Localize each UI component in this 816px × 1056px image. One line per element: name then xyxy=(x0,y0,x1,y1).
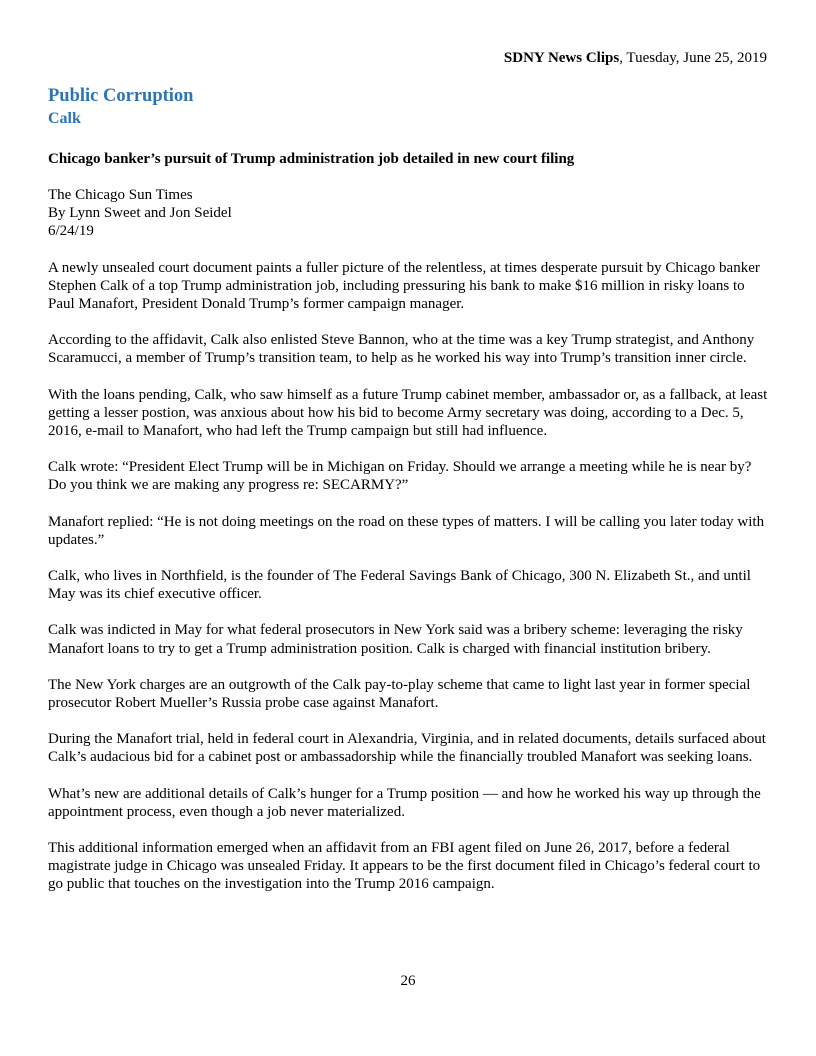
article-paragraph: Manafort replied: “He is not doing meetings on the road on these types of matters. I will be calling you later today with updates.” xyxy=(48,513,765,548)
section-title: Public Corruption xyxy=(48,86,194,106)
article-date: 6/24/19 xyxy=(48,223,94,240)
article-paragraph: What’s new are additional details of Calk’s hunger for a Trump position — and how he worked his way up through the appointment process, even though a job never materialized. xyxy=(48,785,761,820)
article-paragraph: Calk was indicted in May for what federal prosecutors in New York said was a bribery scheme: leveraging the risky Manafort loans to try to get a Trump administration position. Calk is charged with financial institution bribery. xyxy=(48,622,743,657)
article-paragraph: A newly unsealed court document paints a fuller picture of the relentless, at times desperate pursuit by Chicago banker Stephen Calk of a top Trump administration job, including pressuring his bank to make $16 million in risky loans to Paul Manafort, President Donald Trump’s former campaign manager. xyxy=(48,259,760,313)
article-paragraph: According to the affidavit, Calk also enlisted Steve Bannon, who at the time was a key Trump strategist, and Anthony Scaramucci, a member of Trump’s transition team, to help as he worked his way into Trump’s transition inner circle. xyxy=(48,332,755,367)
article-paragraph: The New York charges are an outgrowth of the Calk pay-to-play scheme that came to light last year in former special prosecutor Robert Mueller’s Russia probe case against Manafort. xyxy=(48,676,751,712)
article-authors: By Lynn Sweet and Jon Seidel xyxy=(48,205,232,222)
article-paragraph: Calk wrote: “President Elect Trump will be in Michigan on Friday. Should we arrange a meeting while he is near by? Do you think we are making any progress re: SECARMY?” xyxy=(48,459,752,494)
page-number: 26 xyxy=(400,973,416,989)
document-body xyxy=(48,84,770,894)
article-headline: Chicago banker’s pursuit of Trump administration job detailed in new court filing xyxy=(48,151,575,167)
article-paragraph: During the Manafort trial, held in federal court in Alexandria, Virginia, and in related documents, details surfaced about Calk’s audacious bid for a cabinet post or ambassadorship while the financially troubled Manafort was seeking loans. xyxy=(48,731,766,766)
article-source: The Chicago Sun Times xyxy=(48,187,193,203)
article-paragraph: This additional information emerged when an affidavit from an FBI agent filed on June 26, 2017, before a federal magistrate judge in Chicago was unsealed Friday. It appears to be the first document filed in Chicago’s federal court to go public that touches on the investigation into the Trump 2016 campaign. xyxy=(48,840,761,893)
header-publication: SDNY News Clips xyxy=(503,50,620,66)
page-header xyxy=(504,48,767,68)
article-byline xyxy=(48,186,770,241)
article-paragraph: With the loans pending, Calk, who saw himself as a future Trump cabinet member, ambassador or, as a fallback, at least getting a lesser postion, was anxious about how his bid to become Army secretary was doing, according to a Dec. 5, 2016, e-mail to Manafort, who had left the Trump campaign but still had influence. xyxy=(48,386,768,440)
header-date: , Tuesday, June 25, 2019 xyxy=(619,50,767,66)
article-paragraph: Calk, who lives in Northfield, is the founder of The Federal Savings Bank of Chicago, 300 N. Elizabeth St., and until May was its chief executive officer. xyxy=(48,568,751,603)
subsection-title: Calk xyxy=(48,110,81,127)
